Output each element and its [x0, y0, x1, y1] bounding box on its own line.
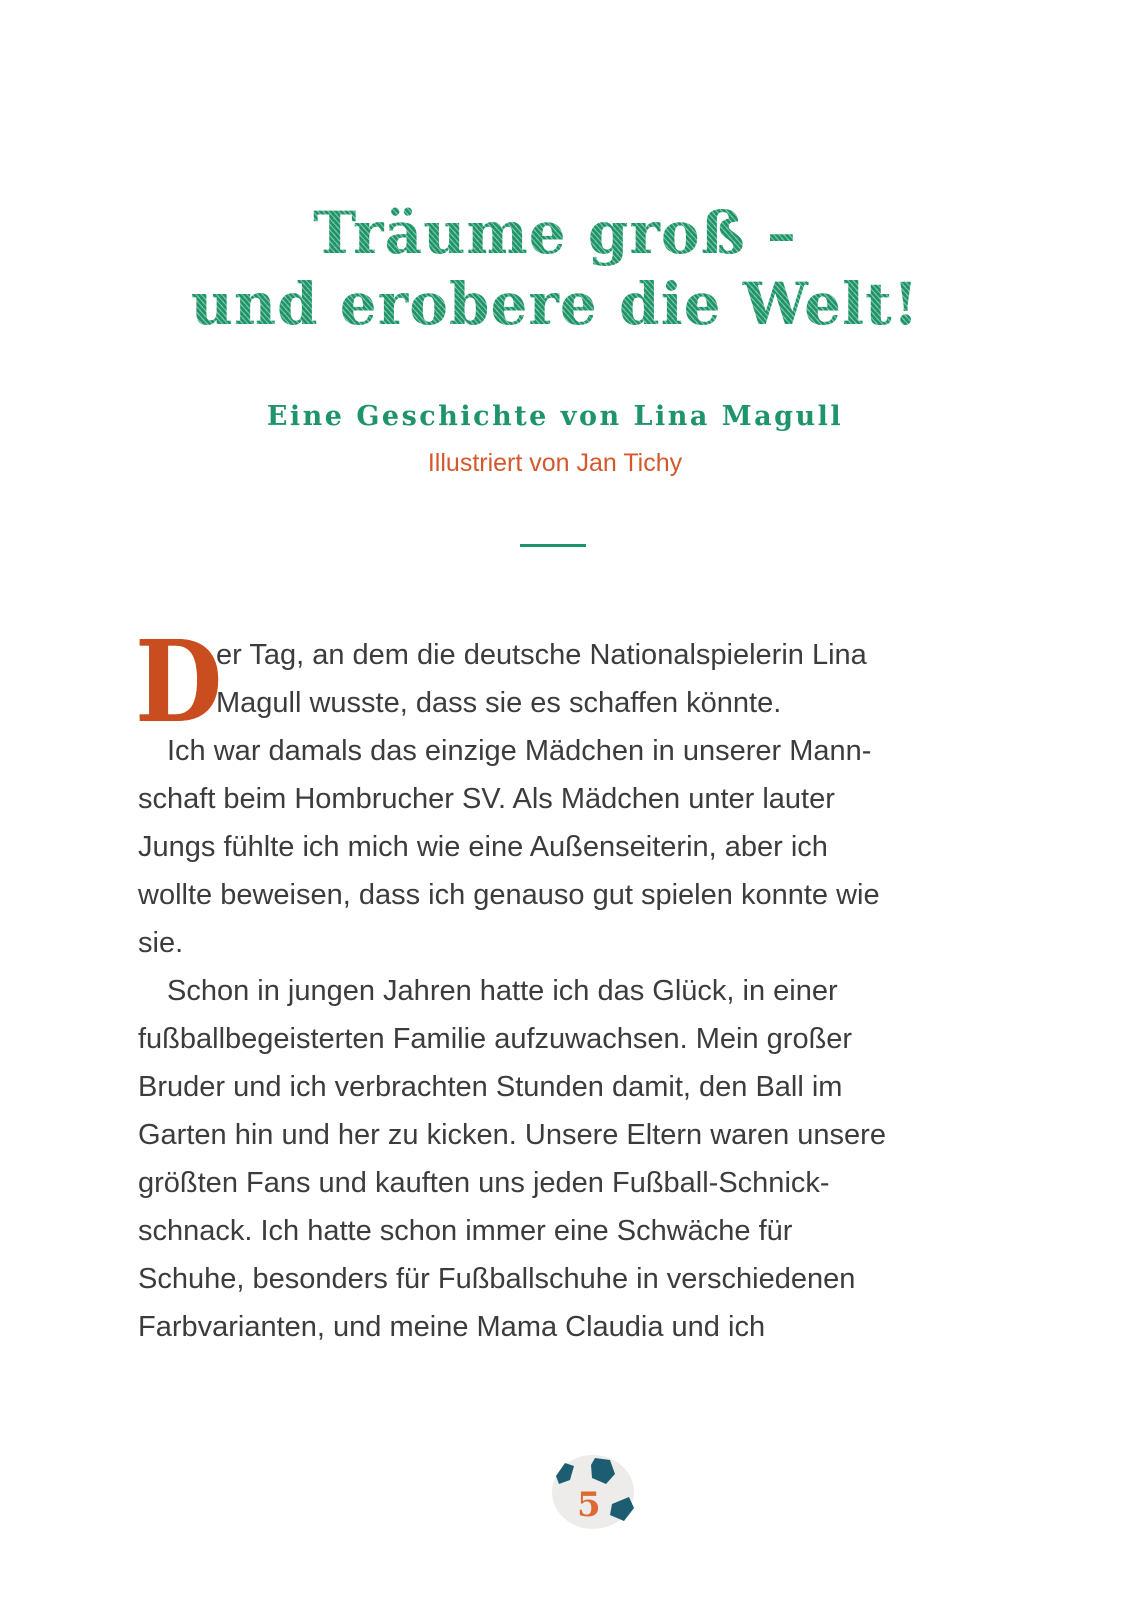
story-line: größten Fans und kauften uns jeden Fußball-Schnick- — [138, 1167, 830, 1199]
story-line: sie. — [138, 927, 184, 959]
story-line: Schon in jungen Jahren hatte ich das Glück, in einer — [167, 975, 838, 1007]
story-line: er Tag, an dem die deutsche Nationalspielerin Lina — [216, 639, 867, 671]
story-text — [138, 631, 953, 1351]
illustrator-credit: Illustriert von Jan Tichy — [427, 449, 683, 477]
story-line: Garten hin und her zu kicken. Unsere Eltern waren unsere — [138, 1119, 886, 1151]
story-line: Bruder und ich verbrachten Stunden damit, den Ball im — [138, 1071, 843, 1103]
section-divider — [520, 544, 586, 547]
story-author-subtitle: Eine Geschichte von Lina Magull — [266, 401, 844, 432]
story-line: schaft beim Hombrucher SV. Als Mädchen unter lauter — [138, 783, 835, 815]
story-line: Schuhe, besonders für Fußballschuhe in verschiedenen — [138, 1263, 856, 1295]
page-number: 5 — [577, 1485, 601, 1525]
story-line: fußballbegeisterten Familie aufzuwachsen. Mein großer — [138, 1023, 853, 1055]
chapter-title — [110, 198, 1000, 340]
title-line-2: und erobere die Welt! — [110, 269, 1000, 340]
story-line: Ich war damals das einzige Mädchen in unserer Mann- — [167, 735, 872, 767]
story-line: wollte beweisen, dass ich genauso gut spielen konnte wie — [138, 879, 880, 911]
soccer-ball-icon — [551, 1452, 635, 1530]
title-line-1: Träume groß – — [110, 198, 1000, 269]
drop-cap: D — [135, 617, 223, 748]
story-line: schnack. Ich hatte schon immer eine Schwäche für — [138, 1215, 793, 1247]
story-lines — [138, 631, 953, 1351]
story-line: Farbvarianten, und meine Mama Claudia und ich — [138, 1311, 766, 1343]
story-line: Magull wusste, dass sie es schaffen könnte. — [216, 687, 782, 719]
story-line: Jungs fühlte ich mich wie eine Außenseiterin, aber ich — [138, 831, 828, 863]
page-number-ball — [551, 1452, 635, 1530]
